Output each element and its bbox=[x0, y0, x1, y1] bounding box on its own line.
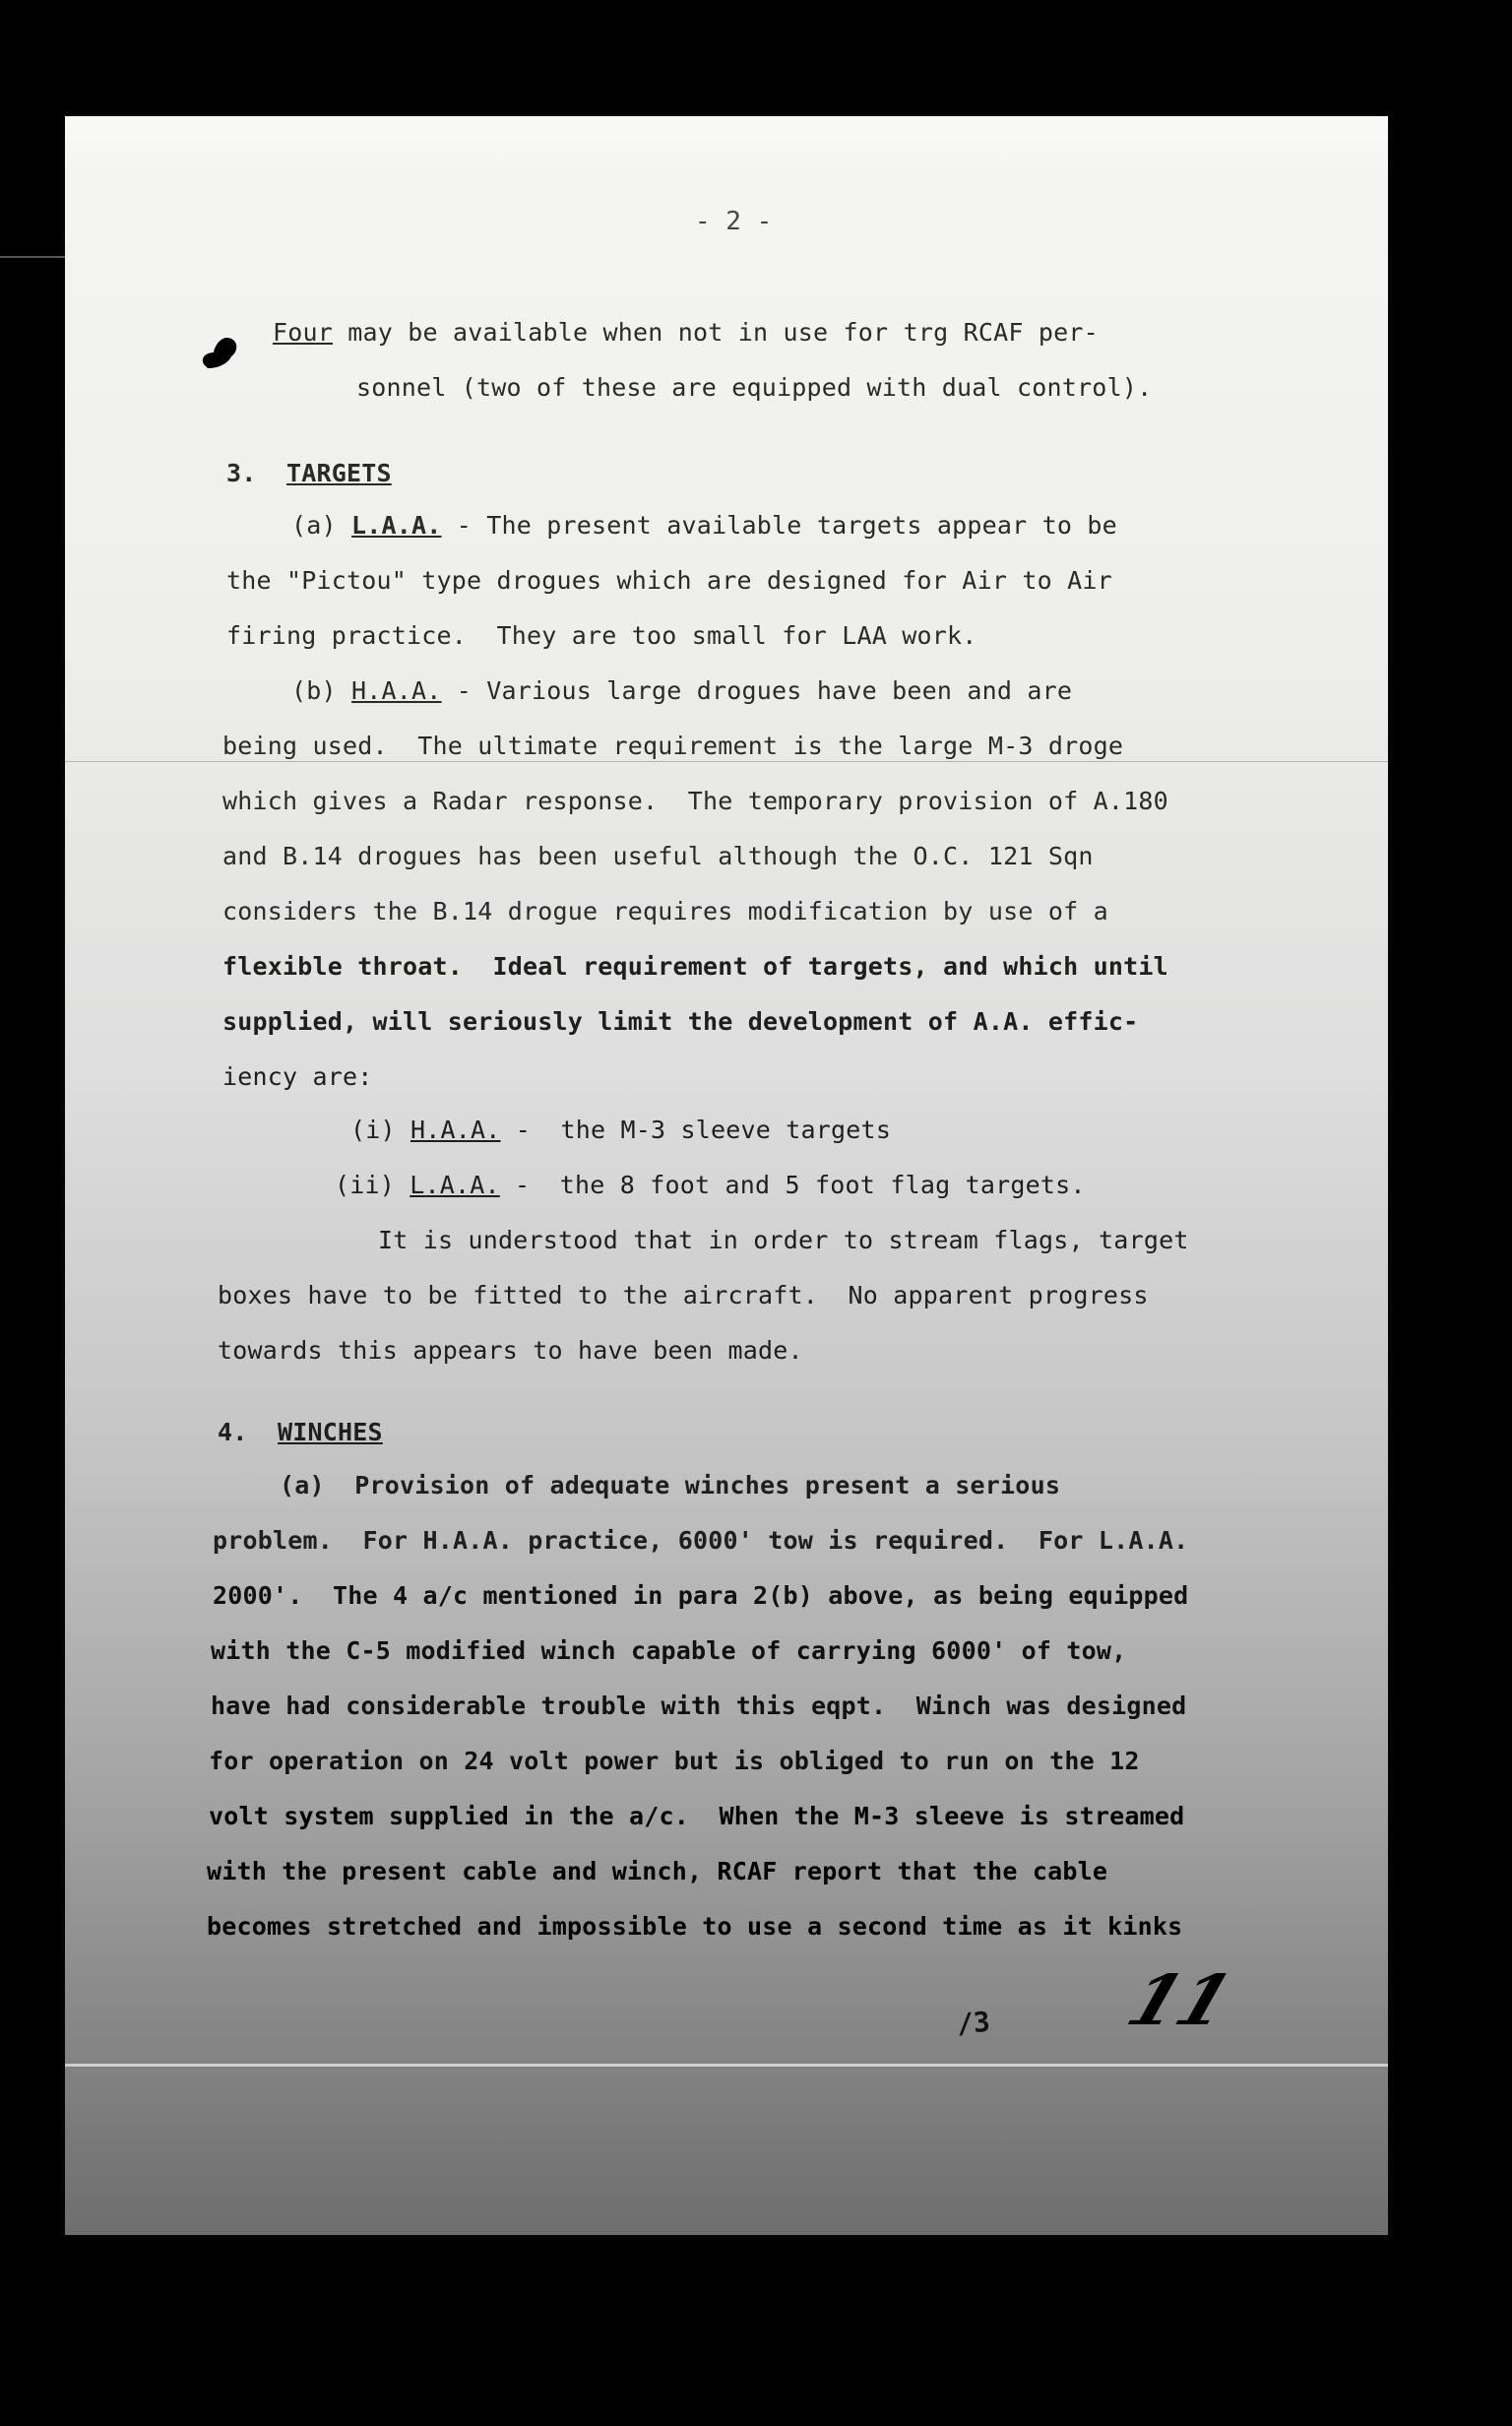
section-4-title: WINCHES bbox=[278, 1418, 383, 1446]
section-3-item-i bbox=[350, 1116, 891, 1144]
four-term: Four bbox=[273, 318, 334, 347]
section-3b-line-5: considers the B.14 drogue requires modification by use of a bbox=[222, 897, 1108, 926]
section-4a-line-5: have had considerable trouble with this eqpt. Winch was designed bbox=[211, 1692, 1187, 1720]
document-page bbox=[65, 116, 1388, 2235]
section-4-heading bbox=[218, 1418, 383, 1446]
section-4a-line-1: (a) Provision of adequate winches present a serious bbox=[280, 1471, 1061, 1500]
ink-smudge bbox=[198, 331, 241, 372]
note-line-1: It is understood that in order to stream flags, target bbox=[378, 1226, 1189, 1254]
item-i-term: H.A.A. bbox=[410, 1116, 501, 1144]
section-4a-line-4: with the C-5 modified winch capable of carrying 6000' of tow, bbox=[211, 1636, 1127, 1665]
next-page-marker: /3 bbox=[955, 2005, 991, 2041]
item-ii-label: (ii) bbox=[335, 1171, 410, 1199]
section-4-number: 4. bbox=[218, 1418, 248, 1446]
section-3b-line-8: iency are: bbox=[222, 1062, 373, 1091]
page-number: - 2 - bbox=[695, 207, 773, 236]
section-3a-line-1 bbox=[291, 511, 1117, 540]
section-3b-line-6: flexible throat. Ideal requirement of targets, and which until bbox=[222, 952, 1168, 981]
section-4a-line-7: volt system supplied in the a/c. When the M-3 sleeve is streamed bbox=[209, 1802, 1185, 1830]
section-3a-line-2: the "Pictou" type drogues which are designed for Air to Air bbox=[226, 566, 1112, 595]
section-3b-text-1: - Various large drogues have been and are bbox=[441, 676, 1073, 705]
section-3a-line-3: firing practice. They are too small for LAA work. bbox=[226, 621, 977, 650]
section-3-item-ii bbox=[335, 1171, 1086, 1199]
handwritten-mark: 11 bbox=[1116, 1959, 1243, 2041]
section-3b-term: H.A.A. bbox=[351, 676, 442, 705]
section-3b-line-7: supplied, will seriously limit the development of A.A. effic- bbox=[222, 1007, 1139, 1036]
note-line-3: towards this appears to have been made. bbox=[218, 1336, 803, 1365]
section-4a-line-9: becomes stretched and impossible to use a second time as it kinks bbox=[207, 1912, 1183, 1941]
item-ii-text: - the 8 foot and 5 foot flag targets. bbox=[499, 1171, 1086, 1199]
section-3a-text-1: - The present available targets appear to be bbox=[441, 511, 1117, 540]
item-ii-term: L.A.A. bbox=[410, 1171, 500, 1199]
continuation-line-1 bbox=[273, 318, 1099, 347]
section-3b-line-3: which gives a Radar response. The temporary provision of A.180 bbox=[222, 787, 1168, 815]
page-bottom-edge bbox=[65, 2064, 1388, 2067]
item-i-label: (i) bbox=[350, 1116, 411, 1144]
section-3a-term: L.A.A. bbox=[351, 511, 442, 540]
section-3-number: 3. bbox=[226, 459, 257, 487]
section-4a-line-6: for operation on 24 volt power but is obliged to run on the 12 bbox=[209, 1747, 1140, 1775]
item-i-text: - the M-3 sleeve targets bbox=[500, 1116, 892, 1144]
section-3b-line-4: and B.14 drogues has been useful although the O.C. 121 Sqn bbox=[222, 842, 1094, 870]
fold-line bbox=[65, 761, 1388, 762]
section-3-title: TARGETS bbox=[286, 459, 392, 487]
section-4a-line-8: with the present cable and winch, RCAF report that the cable bbox=[207, 1857, 1108, 1885]
continuation-text-1: may be available when not in use for trg RCAF per- bbox=[333, 318, 1099, 347]
section-3b-line-1 bbox=[291, 676, 1072, 705]
section-3b-line-2: being used. The ultimate requirement is the large M-3 droge bbox=[222, 732, 1124, 760]
section-3-heading bbox=[226, 459, 392, 487]
continuation-line-2: sonnel (two of these are equipped with dual control). bbox=[356, 373, 1153, 402]
section-4a-line-3: 2000'. The 4 a/c mentioned in para 2(b) above, as being equipped bbox=[213, 1581, 1189, 1610]
note-line-2: boxes have to be fitted to the aircraft. No apparent progress bbox=[218, 1281, 1149, 1309]
section-3b-label: (b) bbox=[291, 676, 352, 705]
section-4a-line-2: problem. For H.A.A. practice, 6000' tow is required. For L.A.A. bbox=[213, 1526, 1189, 1555]
section-3a-label: (a) bbox=[291, 511, 352, 540]
